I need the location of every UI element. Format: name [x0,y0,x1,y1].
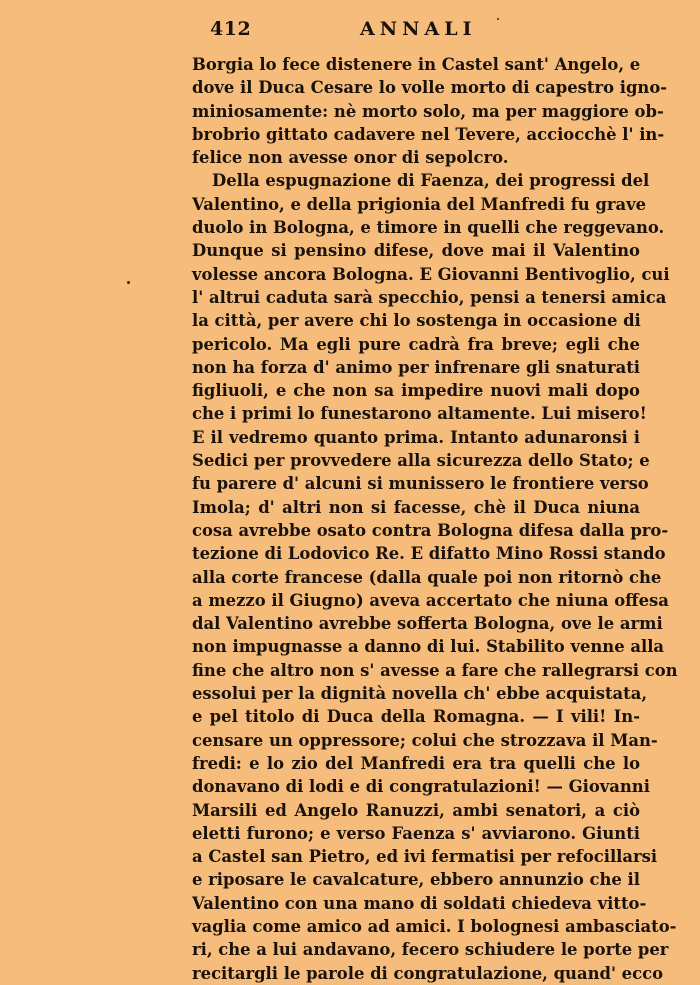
text-line: Valentino con una mano di soldati chiedeva vitto- [192,893,647,913]
text-line: eletti furono; e verso Faenza s' avviarono. Giunti [192,823,640,843]
text-line: Imola; d' altri non si facesse, chè il Duca niuna [192,497,640,517]
text-line: figliuoli, e che non sa impedire nuovi mali dopo [192,381,640,401]
body-text [192,53,678,985]
text-line: Borgia lo fece distenere in Castel sant' Angelo, e [192,55,641,74]
text-line: Marsili ed Angelo Ranuzzi, ambi senatori, a ciò [192,800,640,820]
print-speck [497,18,499,20]
text-line: pericolo. Ma egli pure cadrà fra breve; egli che [192,334,640,354]
text-line: che i primi lo funestarono altamente. Lui misero! [192,404,647,424]
text-line: Sedici per provvedere alla sicurezza dello Stato; e [192,451,650,471]
text-line: dal Valentino avrebbe sofferta Bologna, ove le armi [192,614,663,634]
text-line: volesse ancora Bologna. E Giovanni Bentivoglio, cui [192,264,670,284]
text-line: non impugnasse a danno di lui. Stabilito venne alla [192,637,665,657]
text-line: e pel titolo di Duca della Romagna. — I vili! In- [192,707,640,727]
print-speck [127,281,130,284]
running-title: ANNALI [360,18,477,40]
text-line: a mezzo il Giugno) aveva accertato che niuna offesa [192,590,669,610]
text-line: Valentino, e della prigionia del Manfredi fu grave [192,194,647,214]
text-line: Dunque si pensino difese, dove mai il Valentino [192,241,640,261]
text-line: fu parere d' alcuni si munissero le frontiere verso [192,474,649,494]
text-line: duolo in Bologna, e timore in quelli che reggevano. [192,218,665,238]
text-line: felice non avesse onor di sepolcro. [192,148,509,168]
text-line: tezione di Lodovico Re. E difatto Mino Rossi stando [192,544,666,564]
page-number: 412 [210,18,252,40]
text-line: cosa avrebbe osato contra Bologna difesa dalla pro- [192,520,669,540]
text-line: E il vedremo quanto prima. Intanto adunaronsi i [192,427,640,447]
text-line: l' altrui caduta sarà specchio, pensi a tenersi amica [192,287,667,307]
text-line: recitargli le parole di congratulazione, quand' ecco [192,963,664,983]
text-line: dove il Duca Cesare lo volle morto di capestro igno- [192,78,668,98]
text-line: censare un oppressore; colui che strozzava il Man- [192,730,658,750]
text-line: essolui per la dignità novella ch' ebbe acquistata, [192,684,648,704]
text-line: donavano di lodi e di congratulazioni! — Giovanni [192,777,650,797]
text-line: fine che altro non s' avesse a fare che rallegrarsi con [192,660,678,680]
text-line: fredi: e lo zio del Manfredi era tra quelli che lo [192,753,640,773]
text-line: e riposare le cavalcature, ebbero annunzio che il [192,870,640,890]
text-line: la città, per avere chi lo sostenga in occasione di [192,311,641,331]
text-line: ri, che a lui andavano, fecero schiudere le porte per [192,940,669,960]
text-line: alla corte francese (dalla quale poi non ritornò che [192,567,662,587]
text-line: vaglia come amico ad amici. I bolognesi ambasciato- [192,916,677,936]
text-line: miniosamente: nè morto solo, ma per maggiore ob- [192,101,664,121]
text-line: Della espugnazione di Faenza, dei progressi del [212,171,650,191]
text-line: a Castel san Pietro, ed ivi fermatisi per refocillarsi [192,847,658,867]
text-line: non ha forza d' animo per infrenare gli snaturati [192,357,640,377]
page-header [192,14,640,44]
text-line: brobrio gittato cadavere nel Tevere, acciocchè l' in- [192,124,665,144]
